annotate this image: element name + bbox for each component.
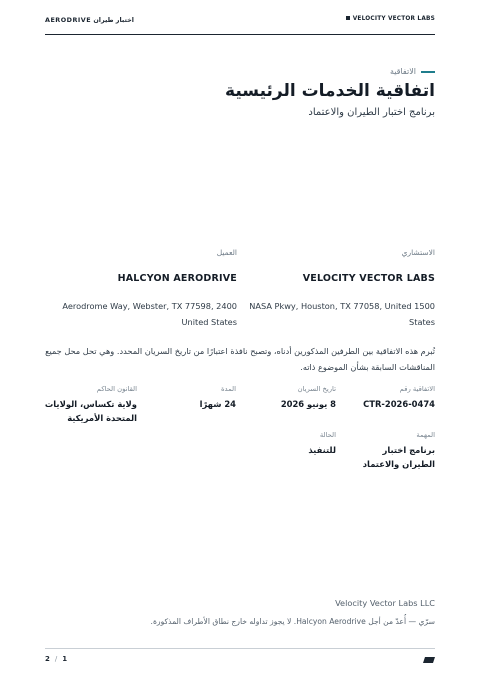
- agreement-no-label: الاتفاقية رقم: [399, 385, 435, 393]
- header-brand: [45, 16, 134, 24]
- status-value: للتنفيذ: [308, 445, 336, 455]
- consultant-address: NASA Pkwy, Houston, TX 77058, United 1500 States: [249, 301, 435, 327]
- header-company: [346, 16, 435, 22]
- consultant-label: الاستشاري: [401, 248, 435, 257]
- brand-suffix: اختبار طيران: [93, 16, 134, 24]
- engagement-label: المهمة: [416, 431, 435, 439]
- page-header: [45, 16, 435, 36]
- client-label: العميل: [216, 248, 237, 257]
- status-label: الحالة: [319, 431, 336, 439]
- square-icon: [346, 16, 350, 20]
- page-current: 1: [62, 655, 68, 663]
- effective-date-value: 8 يونيو 2026: [280, 399, 336, 409]
- header-divider: [45, 34, 435, 35]
- confidentiality-note: سرّي — أُعدّ من أجل Halcyon Aerodrive. لا يجوز تداوله خارج نطاق الأطراف المذكورة.: [150, 617, 435, 626]
- client-name: HALCYON AERODRIVE: [117, 273, 237, 284]
- footer-company: Velocity Vector Labs LLC: [335, 598, 435, 608]
- term-label: المدة: [220, 385, 236, 393]
- footer-divider: [45, 648, 435, 649]
- intro-paragraph: تُبرم هذه الاتفاقية بين الطرفين المذكورين أدناه، وتصبح نافذة اعتبارًا من تاريخ السريان المحدد. وهي تحل محل جميع المناقشات السابقة بشأن الموضوع ذاته.: [45, 346, 435, 372]
- document-subtitle: برنامج اختبار الطيران والاعتماد: [308, 107, 435, 118]
- governing-law-label: القانون الحاكم: [96, 385, 137, 393]
- client-address: Aerodrome Way, Webster, TX 77598, 2400 United States: [62, 301, 237, 327]
- agreement-no-value: CTR-2026-0474: [363, 399, 435, 409]
- page-total: 2: [45, 655, 50, 663]
- header-company-name: VELOCITY VECTOR LABS: [352, 16, 435, 22]
- logo-mark-icon: [423, 657, 435, 663]
- document-title: اتفاقية الخدمات الرئيسية: [225, 81, 435, 101]
- document-eyebrow: الاتفاقية: [389, 67, 416, 76]
- effective-date-label: تاريخ السريان: [297, 385, 336, 393]
- page-indicator: [45, 655, 67, 663]
- engagement-value: برنامج اختبار الطيران والاعتماد: [362, 445, 435, 469]
- term-value: 24 شهرًا: [199, 399, 236, 409]
- consultant-name: VELOCITY VECTOR LABS: [302, 273, 435, 284]
- page-separator: /: [54, 655, 58, 663]
- accent-bar: [421, 71, 435, 73]
- governing-law-value: ولاية تكساس، الولايات المتحدة الأمريكية: [44, 399, 137, 423]
- brand-name: AERODRIVE: [45, 16, 92, 24]
